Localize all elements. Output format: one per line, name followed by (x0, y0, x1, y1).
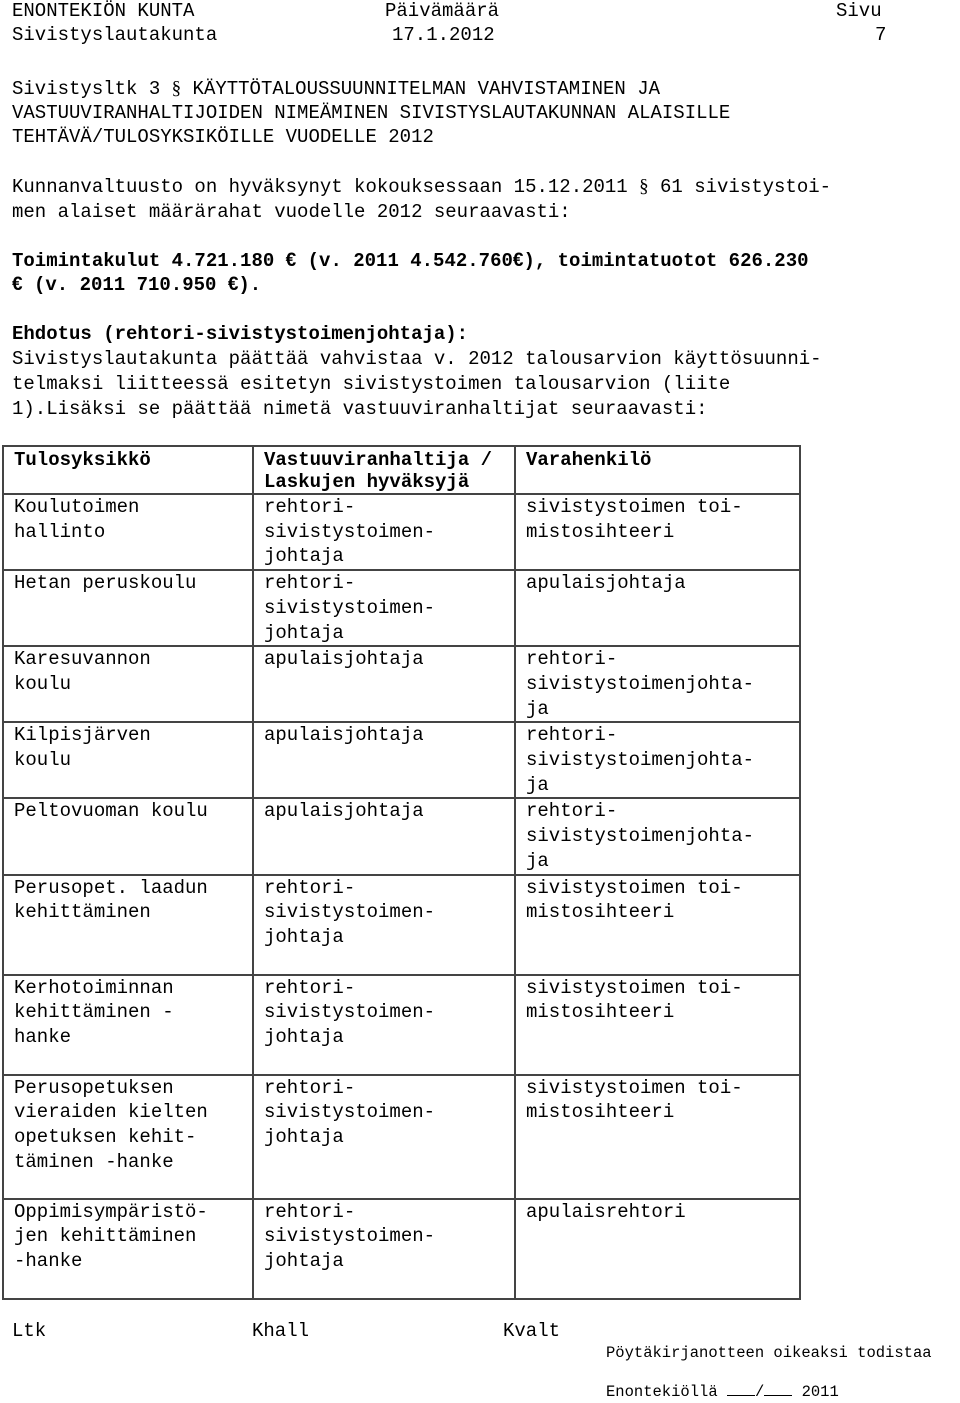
responsible-cell: rehtori- sivistystoimen- johtaja (253, 875, 515, 975)
table-row (3, 494, 800, 570)
budget-line-1: Toimintakulut 4.721.180 € (v. 2011 4.542.760€), toimintatuotot 626.230 (12, 250, 809, 272)
responsible-cell: rehtori- sivistystoimen- johtaja (253, 1199, 515, 1299)
certify-text: Pöytäkirjanotteen oikeaksi todistaa (606, 1344, 932, 1362)
table-header-row (3, 446, 800, 494)
unit-cell: Oppimisympäristö- jen kehittäminen -hanke (3, 1199, 253, 1299)
euro-icon: € (285, 250, 297, 271)
table-row (3, 570, 800, 646)
responsible-cell: rehtori- sivistystoimen- johtaja (253, 570, 515, 646)
page-number: 7 (875, 24, 887, 46)
proposal-line-3: 1).Lisäksi se päättää nimetä vastuuviranhaltijat seuraavasti: (12, 398, 708, 420)
footer-ltk: Ltk (12, 1320, 47, 1342)
unit-cell: Perusopetuksen vieraiden kielten opetuksen kehit- täminen -hanke (3, 1075, 253, 1199)
unit-cell: Perusopet. laadun kehittäminen (3, 875, 253, 975)
section-title-line-1 (12, 77, 660, 101)
deputy-cell: rehtori- sivistystoimenjohta- ja (515, 798, 800, 874)
signature-date-line: Enontekiöllä / 2011 (606, 1383, 839, 1401)
table-row (3, 875, 800, 975)
deputy-cell: sivistystoimen toi- mistosihteeri (515, 494, 800, 570)
day-blank (727, 1381, 755, 1396)
section-symbol: § (171, 78, 182, 99)
unit-cell: Peltovuoman koulu (3, 798, 253, 874)
proposal-line-1: Sivistyslautakunta päättää vahvistaa v. 2012 talousarvion käyttösuunni- (12, 348, 822, 370)
intro-line-2: men alaiset määrärahat vuodelle 2012 seuraavasti: (12, 201, 571, 223)
board-name: Sivistyslautakunta (12, 24, 218, 46)
org-name: ENONTEKIÖN KUNTA (12, 0, 195, 22)
footer-kvalt: Kvalt (503, 1320, 561, 1342)
responsible-cell: rehtori- sivistystoimen- johtaja (253, 975, 515, 1075)
deputy-cell: sivistystoimen toi- mistosihteeri (515, 975, 800, 1075)
table-row (3, 975, 800, 1075)
table-row (3, 798, 800, 874)
table-row (3, 646, 800, 722)
budget-line-2: € (v. 2011 710.950 €). (12, 274, 262, 296)
deputy-cell: apulaisjohtaja (515, 570, 800, 646)
unit-cell: Karesuvannon koulu (3, 646, 253, 722)
section-title-text: KÄYTTÖTALOUSSUUNNITELMAN VAHVISTAMINEN JA (192, 78, 661, 100)
responsible-cell: apulaisjohtaja (253, 646, 515, 722)
table-row (3, 1075, 800, 1199)
meeting-date: 17.1.2012 (392, 24, 495, 46)
responsible-cell: apulaisjohtaja (253, 722, 515, 798)
responsible-cell: rehtori- sivistystoimen- johtaja (253, 494, 515, 570)
deputy-cell: rehtori- sivistystoimenjohta- ja (515, 722, 800, 798)
page-label: Sivu (836, 0, 882, 22)
header-responsible: Vastuuviranhaltija / Laskujen hyväksyjä (253, 446, 515, 494)
euro-icon: € (512, 250, 524, 271)
unit-cell: Kerhotoiminnan kehittäminen - hanke (3, 975, 253, 1075)
euro-icon: € (227, 274, 239, 295)
responsibility-table (2, 445, 801, 1300)
intro-line-1: Kunnanvaltuusto on hyväksynyt kokouksessaan 15.12.2011 § 61 sivistystoi- (12, 176, 832, 198)
euro-icon: € (12, 274, 23, 295)
proposal-line-2: telmaksi liitteessä esitetyn sivistystoimen talousarvion (liite (12, 373, 731, 395)
deputy-cell: sivistystoimen toi- mistosihteeri (515, 875, 800, 975)
deputy-cell: apulaisrehtori (515, 1199, 800, 1299)
footer-khall: Khall (252, 1320, 310, 1342)
unit-cell: Koulutoimen hallinto (3, 494, 253, 570)
table-row (3, 722, 800, 798)
unit-cell: Kilpisjärven koulu (3, 722, 253, 798)
header-unit: Tulosyksikkö (3, 446, 253, 494)
section-title-line-3: TEHTÄVÄ/TULOSYKSIKÖILLE VUODELLE 2012 (12, 126, 434, 148)
date-label: Päivämäärä (385, 0, 500, 22)
month-blank (764, 1381, 792, 1396)
deputy-cell: sivistystoimen toi- mistosihteeri (515, 1075, 800, 1199)
section-title-line-2: VASTUUVIRANHALTIJOIDEN NIMEÄMINEN SIVISTYSLAUTAKUNNAN ALAISILLE (12, 102, 731, 124)
section-code: Sivistysltk 3 (12, 78, 161, 100)
unit-cell: Hetan peruskoulu (3, 570, 253, 646)
responsible-cell: rehtori- sivistystoimen- johtaja (253, 1075, 515, 1199)
proposal-heading: Ehdotus (rehtori-sivistystoimenjohtaja): (12, 323, 469, 345)
header-deputy: Varahenkilö (515, 446, 800, 494)
table-row (3, 1199, 800, 1299)
responsible-cell: apulaisjohtaja (253, 798, 515, 874)
deputy-cell: rehtori- sivistystoimenjohta- ja (515, 646, 800, 722)
